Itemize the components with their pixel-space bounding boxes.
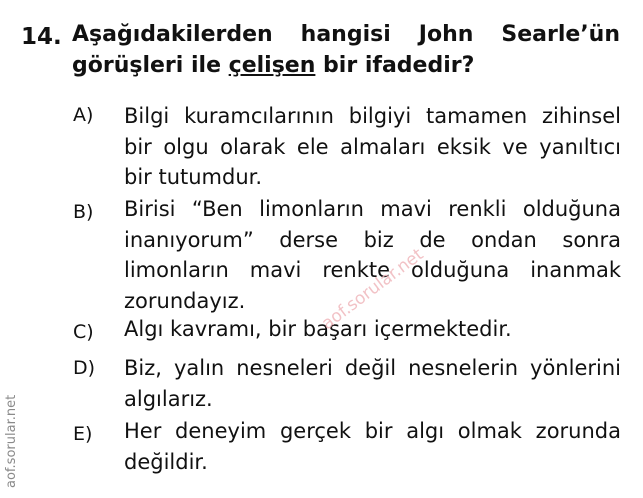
option-a-line: Bilgi kuramcılarının bilgiyi tamamen zihinsel	[124, 104, 621, 128]
option-c-letter[interactable]: C)	[73, 321, 94, 343]
option-c-text[interactable]	[124, 314, 621, 345]
option-b-line: limonların mavi renkte olduğuna inanmak	[124, 258, 621, 282]
question-stem-line-1: Aşağıdakilerden hangisi John Searle’ün	[72, 22, 620, 47]
watermark-center: aof.sorular.net	[318, 244, 428, 334]
option-b-letter[interactable]: B)	[73, 201, 94, 223]
stem-underlined-word: çelişen	[228, 53, 316, 78]
option-b-line: zorundayız.	[124, 288, 246, 313]
option-b-line: Birisi “Ben limonların mavi renkli olduğuna	[124, 197, 621, 221]
question-number: 14.	[21, 24, 62, 50]
option-c-line: Algı kavramı, bir başarı içermektedir.	[124, 317, 512, 341]
option-e-line: değildir.	[124, 449, 208, 474]
stem-text-after: bir ifadedir?	[315, 53, 475, 78]
option-d-line: algılarız.	[124, 386, 213, 411]
option-d-line: Biz, yalın nesneleri değil nesnelerin yönlerini	[124, 356, 621, 380]
question-stem	[72, 19, 620, 81]
option-e-text[interactable]	[124, 416, 621, 477]
stem-text-before: görüşleri ile	[72, 53, 229, 78]
option-a-line: bir tutumdur.	[124, 165, 263, 189]
option-d-text[interactable]	[124, 353, 621, 414]
option-a-text[interactable]	[124, 101, 621, 193]
option-e-letter[interactable]: E)	[73, 423, 93, 445]
option-e-line: Her deneyim gerçek bir algı olmak zorunda	[124, 419, 621, 443]
option-a-letter[interactable]: A)	[73, 104, 94, 126]
option-b-line: inanıyorum” derse biz de ondan sonra	[124, 227, 621, 252]
question-stem-line-2	[72, 50, 620, 81]
watermark-side: aof.sorular.net	[4, 394, 19, 488]
option-d-letter[interactable]: D)	[73, 357, 96, 379]
option-a-line: bir olgu olarak ele almaları eksik ve yanıltıcı	[124, 134, 621, 159]
